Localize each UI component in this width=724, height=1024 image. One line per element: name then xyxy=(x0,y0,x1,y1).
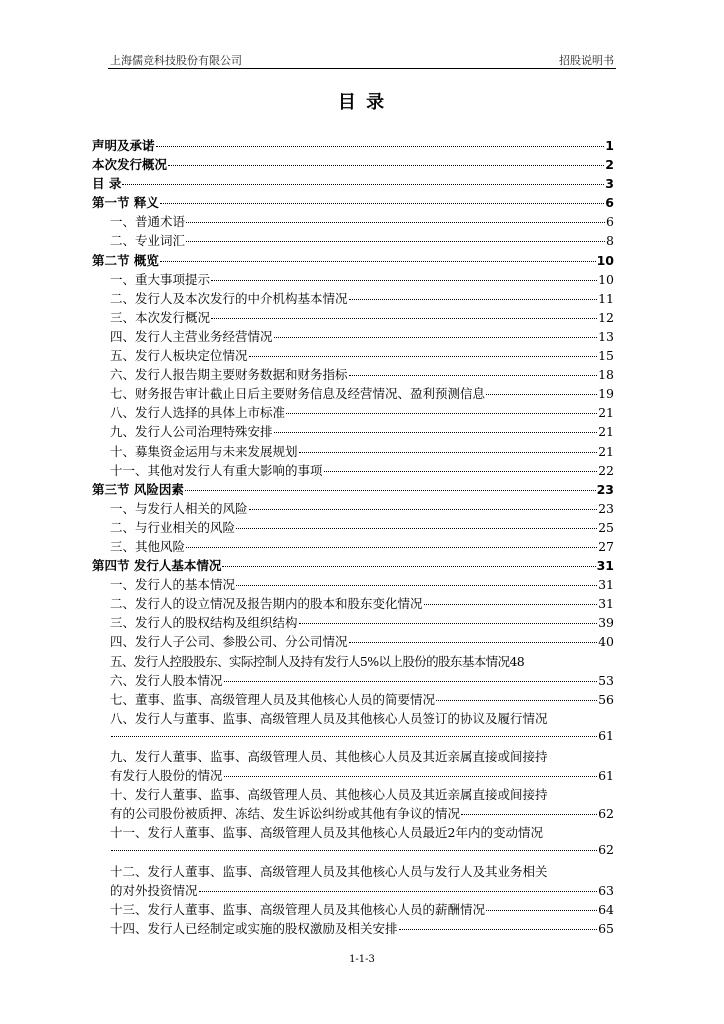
toc-page-number: 21 xyxy=(598,405,614,421)
dot-leader xyxy=(186,546,597,548)
dot-leader xyxy=(122,183,604,185)
toc-page-number: 40 xyxy=(598,634,614,650)
dot-leader xyxy=(168,164,604,166)
dot-leader xyxy=(486,909,597,911)
toc-entry-text: 第一节 释义 xyxy=(92,195,159,211)
toc-entry-text: 十、募集资金运用与未来发展规划 xyxy=(110,443,298,459)
toc-entry[interactable] xyxy=(92,766,614,785)
toc-entry-text: 三、发行人的股权结构及组织结构 xyxy=(110,615,298,631)
toc-page-number: 65 xyxy=(598,920,614,936)
toc-entry-text: 四、发行人主营业务经营情况 xyxy=(110,328,273,344)
dot-leader xyxy=(349,374,598,376)
dot-leader xyxy=(224,775,598,777)
toc-page-number: 64 xyxy=(598,901,614,917)
toc-page-number: 39 xyxy=(598,615,614,631)
toc-page-number: 21 xyxy=(598,443,614,459)
toc-entry[interactable] xyxy=(92,690,614,709)
toc-entry-text: 第二节 概览 xyxy=(92,252,159,268)
dot-leader xyxy=(324,470,598,472)
dot-leader xyxy=(399,928,598,930)
toc-entry-text: 二、专业词汇 xyxy=(110,233,186,249)
toc-page-number: 18 xyxy=(598,367,614,383)
toc-entry[interactable] xyxy=(92,384,614,403)
toc-entry[interactable] xyxy=(92,308,614,327)
dot-leader xyxy=(274,336,598,338)
toc-section-entry[interactable] xyxy=(92,193,614,212)
toc-entry[interactable] xyxy=(92,842,614,861)
toc-entry-text: 七、董事、监事、高级管理人员及其他核心人员的简要情况 xyxy=(110,691,436,707)
dot-leader xyxy=(461,813,597,815)
toc-section-entry[interactable] xyxy=(92,556,614,575)
toc-section-entry[interactable] xyxy=(92,251,614,270)
dot-leader xyxy=(156,145,605,147)
toc-entry[interactable] xyxy=(92,652,614,671)
toc-entry-text: 六、发行人股本情况 xyxy=(110,672,223,688)
toc-entry[interactable] xyxy=(92,518,614,537)
toc-page-number: 62 xyxy=(598,806,614,822)
toc-page-number: 31 xyxy=(598,596,614,612)
toc-entry-text[interactable]: 十、发行人董事、监事、高级管理人员、其他核心人员及其近亲属直接或间接持 xyxy=(110,787,548,803)
toc-page-number: 15 xyxy=(598,348,614,364)
toc-entry-text: 目 录 xyxy=(92,176,122,192)
toc-page-number: 1 xyxy=(605,138,614,153)
dot-leader xyxy=(274,431,598,433)
toc-page-number: 19 xyxy=(598,386,614,402)
dot-leader xyxy=(111,735,597,737)
dot-leader xyxy=(286,412,597,414)
dot-leader xyxy=(299,451,598,453)
toc-page-number: 2 xyxy=(605,157,614,173)
toc-page-number: 48 xyxy=(509,653,525,669)
page-number: 1-1-3 xyxy=(349,954,375,965)
dot-leader xyxy=(436,699,597,701)
toc-page-number: 25 xyxy=(598,519,614,535)
toc-page-number: 31 xyxy=(598,577,614,593)
toc-entry-continuation: 有的公司股份被质押、冻结、发生诉讼纠纷或其他有争议的情况 xyxy=(110,806,461,822)
toc-section-entry[interactable] xyxy=(92,136,614,155)
page-title: 目 录 xyxy=(337,92,387,113)
dot-leader xyxy=(349,298,598,300)
toc-entry[interactable] xyxy=(92,575,614,594)
dot-leader xyxy=(299,622,598,624)
toc-entry-text[interactable]: 十二、发行人董事、监事、高级管理人员及其他核心人员与发行人及其业务相关 xyxy=(110,863,548,879)
toc-page-number: 12 xyxy=(598,309,614,325)
toc-page-number: 23 xyxy=(598,500,614,516)
toc-entry[interactable] xyxy=(92,289,614,308)
dot-leader xyxy=(211,279,597,281)
toc-page-number: 13 xyxy=(598,328,614,344)
toc-entry-text: 九、发行人公司治理特殊安排 xyxy=(110,424,273,440)
toc-entry-text[interactable]: 十一、发行人董事、监事、高级管理人员及其他核心人员最近2年内的变动情况 xyxy=(110,825,543,841)
toc-entry-text: 四、发行人子公司、参股公司、分公司情况 xyxy=(110,634,348,650)
header-rule xyxy=(108,68,616,69)
dot-leader xyxy=(160,202,604,204)
toc-entry[interactable] xyxy=(92,881,614,900)
toc-entry[interactable] xyxy=(92,365,614,384)
toc-entry-text: 十三、发行人董事、监事、高级管理人员及其他核心人员的薪酬情况 xyxy=(110,901,486,917)
toc-entry[interactable] xyxy=(92,804,614,823)
toc-entry-text: 本次发行概况 xyxy=(92,157,168,173)
toc-entry-text: 第四节 发行人基本情况 xyxy=(92,558,222,574)
dot-leader xyxy=(185,489,596,491)
toc-page-number: 63 xyxy=(598,882,614,898)
toc-entry-text: 一、重大事项提示 xyxy=(110,271,211,287)
toc-entry-text: 二、与行业相关的风险 xyxy=(110,519,236,535)
toc-entry-text: 一、普通术语 xyxy=(110,214,186,230)
header-company: 上海儒竞科技股份有限公司 xyxy=(110,54,242,67)
dot-leader xyxy=(249,355,598,357)
toc-entry-text: 五、发行人板块定位情况 xyxy=(110,348,248,364)
toc-entry-text: 十四、发行人已经制定或实施的股权激励及相关安排 xyxy=(110,920,398,936)
toc-section-entry[interactable] xyxy=(92,480,614,499)
toc-entry-text: 五、发行人控股股东、实际控制人及持有发行人5%以上股份的股东基本情况 xyxy=(110,653,510,669)
toc-entry-text: 二、发行人的设立情况及报告期内的股本和股东变化情况 xyxy=(110,596,423,612)
toc-entry-text: 二、发行人及本次发行的中介机构基本情况 xyxy=(110,290,348,306)
dot-leader xyxy=(111,849,597,851)
toc-entry[interactable] xyxy=(92,461,614,480)
toc-entry-continuation: 有发行人股份的情况 xyxy=(110,768,223,784)
toc-page-number: 27 xyxy=(598,538,614,554)
toc-page-number: 22 xyxy=(598,462,614,478)
toc-entry-text: 三、其他风险 xyxy=(110,538,186,554)
toc-page-number: 31 xyxy=(596,558,614,574)
toc-entry[interactable] xyxy=(92,270,614,289)
toc-page-number: 61 xyxy=(598,768,614,784)
toc-entry-text: 十一、其他对发行人有重大影响的事项 xyxy=(110,462,323,478)
header-doc-type: 招股说明书 xyxy=(559,54,614,67)
toc-entry[interactable] xyxy=(92,919,614,938)
toc-page-number: 53 xyxy=(598,672,614,688)
toc-entry[interactable] xyxy=(92,613,614,632)
toc-entry[interactable] xyxy=(92,632,614,651)
toc-page-number: 11 xyxy=(598,290,614,306)
toc-entry-text: 七、财务报告审计截止日后主要财务信息及经营情况、盈利预测信息 xyxy=(110,386,486,402)
dot-leader xyxy=(349,641,598,643)
toc-entry[interactable] xyxy=(92,900,614,919)
toc-entry[interactable] xyxy=(92,212,614,231)
toc-entry-text: 六、发行人报告期主要财务数据和财务指标 xyxy=(110,367,348,383)
dot-leader xyxy=(186,240,605,242)
toc-page-number: 10 xyxy=(596,252,614,268)
dot-leader xyxy=(486,393,597,395)
toc-page-number: 8 xyxy=(606,233,614,249)
dot-leader xyxy=(236,584,597,586)
toc-entry-text: 一、发行人的基本情况 xyxy=(110,577,236,593)
toc-entry[interactable] xyxy=(92,422,614,441)
toc-page-number: 10 xyxy=(598,271,614,287)
dot-leader xyxy=(249,508,598,510)
dot-leader xyxy=(424,603,598,605)
dot-leader xyxy=(186,221,605,223)
toc-entry[interactable] xyxy=(92,728,614,747)
dot-leader xyxy=(211,317,597,319)
dot-leader xyxy=(160,260,596,262)
toc-entry[interactable] xyxy=(92,671,614,690)
dot-leader xyxy=(199,890,598,892)
dot-leader xyxy=(236,527,597,529)
toc-entry[interactable] xyxy=(92,231,614,250)
toc-page-number: 56 xyxy=(598,691,614,707)
toc-section-entry[interactable] xyxy=(92,155,614,174)
toc-entry-text: 一、与发行人相关的风险 xyxy=(110,500,248,516)
toc-entry[interactable] xyxy=(92,403,614,422)
toc-entry-text: 声明及承诺 xyxy=(92,138,155,153)
toc-entry-text[interactable]: 八、发行人与董事、监事、高级管理人员及其他核心人员签订的协议及履行情况 xyxy=(110,710,548,726)
dot-leader xyxy=(224,680,598,682)
toc-entry-text: 八、发行人选择的具体上市标准 xyxy=(110,405,286,421)
toc-entry[interactable] xyxy=(92,499,614,518)
toc-page-number: 6 xyxy=(606,214,614,230)
toc-section-entry[interactable] xyxy=(92,174,614,193)
toc-entry-text: 第三节 风险因素 xyxy=(92,481,184,497)
toc-page-number: 61 xyxy=(598,727,614,743)
toc-entry-continuation: 的对外投资情况 xyxy=(110,882,198,898)
toc-entry[interactable] xyxy=(92,327,614,346)
toc-page-number: 3 xyxy=(605,176,614,192)
toc-entry-text[interactable]: 九、发行人董事、监事、高级管理人员、其他核心人员及其近亲属直接或间接持 xyxy=(110,749,548,764)
toc-page-number: 62 xyxy=(598,842,614,858)
toc-page-number: 23 xyxy=(596,481,614,497)
toc-entry[interactable] xyxy=(92,594,614,613)
toc-entry-text: 三、本次发行概况 xyxy=(110,309,211,325)
toc-page-number: 21 xyxy=(598,424,614,440)
toc-entry[interactable] xyxy=(92,537,614,556)
toc-page-number: 6 xyxy=(605,195,614,211)
dot-leader xyxy=(222,565,595,567)
table-of-contents xyxy=(92,136,614,938)
toc-entry[interactable] xyxy=(92,442,614,461)
toc-entry[interactable] xyxy=(92,346,614,365)
